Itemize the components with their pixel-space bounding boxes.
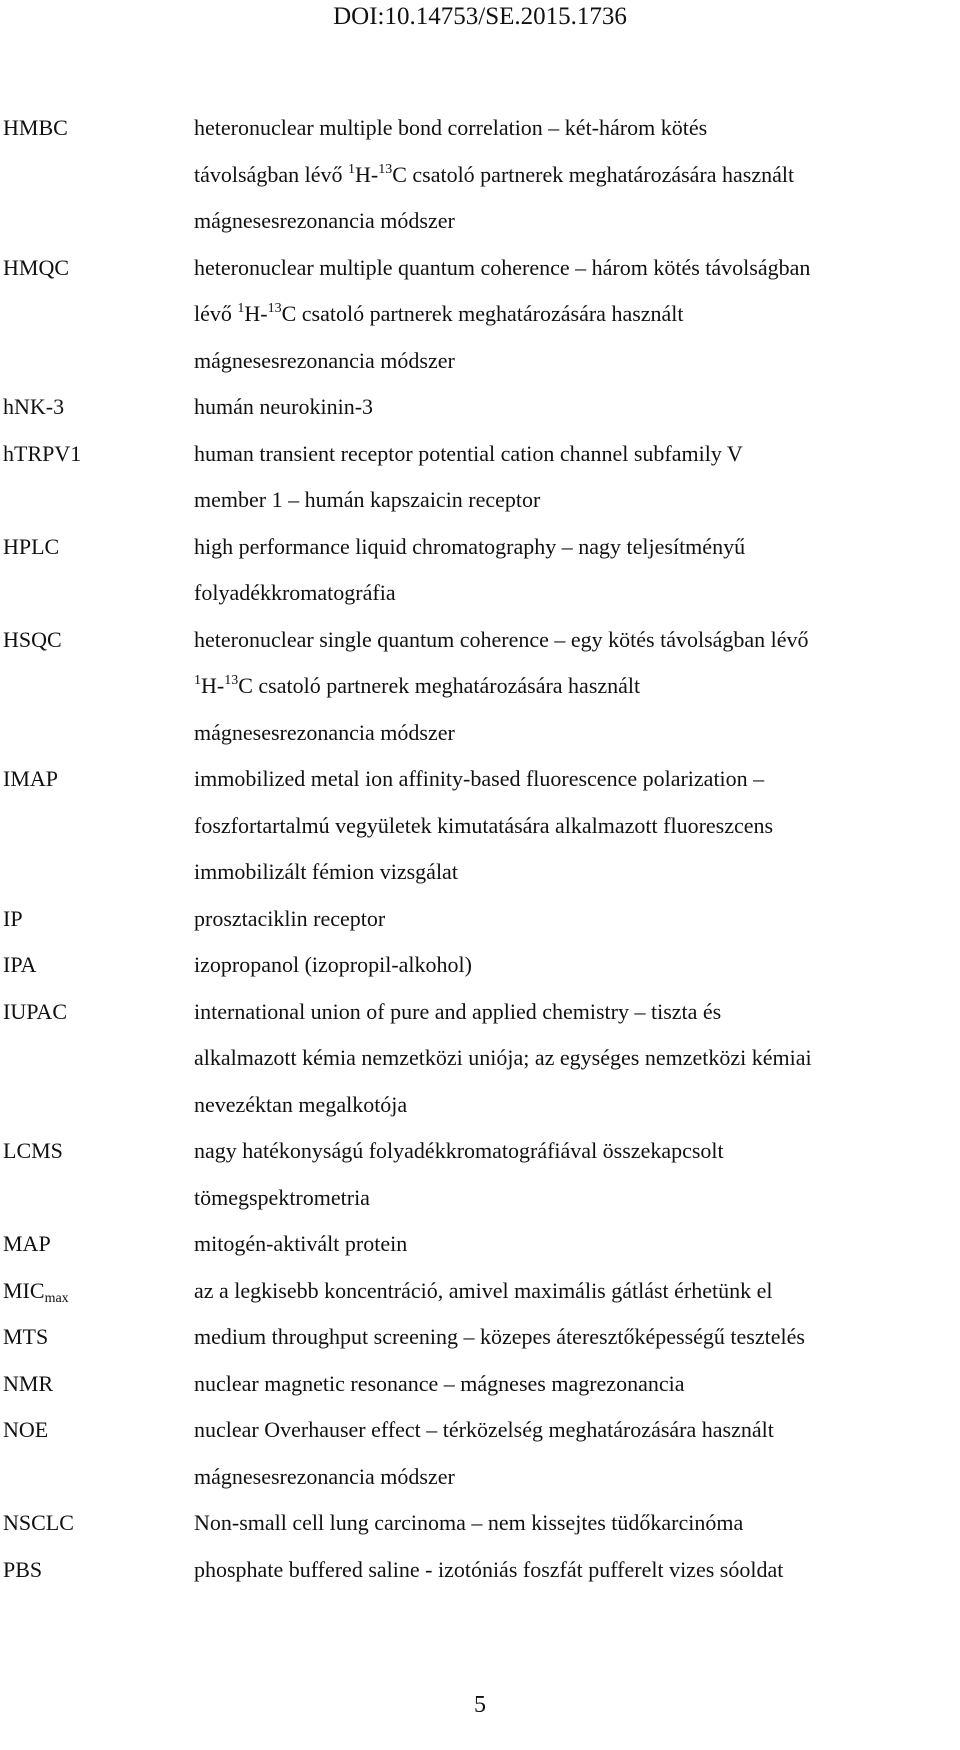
page-number: 5 (474, 1692, 486, 1718)
abbreviation-entry (3, 1128, 953, 1221)
term-subscript: max (44, 1290, 69, 1306)
term-text: HSQC (3, 626, 62, 652)
definition-text: H- (201, 673, 225, 698)
term-text: IMAP (3, 766, 59, 791)
definition-line (194, 896, 953, 943)
term-text: IP (3, 905, 23, 931)
definition-line (194, 338, 953, 385)
definition-line (194, 942, 953, 989)
definition-text: távolságban lévő (194, 161, 348, 187)
abbreviation-definition (194, 989, 953, 1129)
abbreviation-definition (194, 1407, 953, 1500)
definition-text: mágnesesrezonancia módszer (194, 347, 455, 373)
definition-line (194, 198, 953, 245)
definition-line (194, 663, 953, 710)
abbreviation-term (3, 1547, 42, 1594)
definition-line (194, 105, 953, 152)
definition-text: prosztaciklin receptor (194, 905, 386, 931)
abbreviation-entry (3, 431, 953, 524)
term-text: PBS (3, 1556, 43, 1582)
definition-text: lévő (194, 301, 238, 326)
definition-line (194, 1035, 953, 1082)
superscript-text: 13 (378, 161, 393, 177)
definition-text: immobilizált fémion vizsgálat (194, 859, 458, 884)
term-text: NMR (3, 1370, 54, 1396)
superscript-text: 1 (237, 301, 245, 316)
doi-header: DOI:10.14753/SE.2015.1736 (333, 3, 627, 30)
abbreviation-entry (3, 245, 953, 385)
abbreviation-entry (3, 1407, 953, 1500)
abbreviation-entry (3, 942, 953, 989)
term-text: hTRPV1 (3, 440, 82, 466)
definition-line (194, 477, 953, 524)
abbreviation-term (3, 431, 81, 478)
abbreviation-definition (194, 524, 953, 617)
abbreviation-definition (194, 1268, 953, 1315)
abbreviation-entry (3, 756, 953, 896)
definition-text: mágnesesrezonancia módszer (194, 208, 455, 233)
abbreviation-entry (3, 896, 953, 943)
definition-line (194, 431, 953, 478)
abbreviation-entry (3, 1500, 953, 1547)
abbreviation-definition (194, 756, 953, 896)
definition-text: mágnesesrezonancia módszer (194, 719, 455, 745)
definition-text: heteronuclear multiple quantum coherence – három kötés távolságban (194, 254, 811, 280)
abbreviation-term (3, 1407, 48, 1454)
definition-line (194, 1128, 953, 1175)
abbreviation-definition (194, 245, 953, 385)
term-text: hNK-3 (3, 394, 65, 419)
term-text: NOE (3, 1417, 49, 1442)
abbreviation-term (3, 1361, 53, 1408)
definition-line (194, 1082, 953, 1129)
definition-line (194, 245, 953, 292)
term-text: NSCLC (3, 1510, 74, 1535)
superscript-text: 13 (267, 301, 282, 316)
definition-text: alkalmazott kémia nemzetközi uniója; az egységes nemzetközi kémiai (194, 1045, 812, 1070)
definition-line (194, 1361, 953, 1408)
definition-text: H- (354, 161, 379, 187)
abbreviation-definition (194, 105, 953, 245)
definition-line (194, 1547, 953, 1594)
definition-text: nevezéktan megalkotója (194, 1091, 408, 1117)
superscript-text: 13 (224, 673, 239, 688)
definition-line (194, 152, 953, 199)
abbreviation-entry (3, 1547, 953, 1594)
abbreviation-term (3, 942, 36, 989)
definition-line (194, 756, 953, 803)
abbreviation-entry (3, 384, 953, 431)
term-text: MAP (3, 1231, 51, 1256)
definition-line (194, 1221, 953, 1268)
definition-line (194, 524, 953, 571)
definition-text: mágnesesrezonancia módszer (194, 1463, 455, 1489)
definition-text: az a legkisebb koncentráció, amivel maximális gátlást érhetünk el (194, 1277, 773, 1303)
term-text: IUPAC (3, 998, 67, 1024)
term-text: HPLC (3, 533, 60, 559)
definition-text: heteronuclear single quantum coherence – egy kötés távolságban lévő (194, 626, 809, 652)
definition-text: foszfortartalmú vegyületek kimutatására alkalmazott fluoreszcens (194, 812, 774, 838)
abbreviation-definition (194, 1361, 953, 1408)
abbreviation-term (3, 1500, 74, 1547)
definition-text: immobilized metal ion affinity-based fluorescence polarization – (194, 766, 765, 791)
definition-text: human transient receptor potential cation channel subfamily V (194, 440, 743, 466)
term-text: MTS (3, 1324, 49, 1349)
definition-text: medium throughput screening – közepes áteresztőképességű tesztelés (194, 1324, 805, 1349)
definition-line (194, 1454, 953, 1501)
definition-text: member 1 – humán kapszaicin receptor (194, 487, 541, 512)
definition-text: phosphate buffered saline - izotóniás foszfát pufferelt vizes sóoldat (194, 1556, 784, 1582)
definition-line (194, 384, 953, 431)
abbreviation-entry (3, 105, 953, 245)
abbreviation-term (3, 1221, 51, 1268)
abbreviation-list (3, 105, 953, 1593)
abbreviation-definition (194, 384, 953, 431)
term-text: IPA (3, 952, 37, 977)
definition-line (194, 710, 953, 757)
definition-line (194, 617, 953, 664)
abbreviation-definition (194, 1500, 953, 1547)
abbreviation-entry (3, 1361, 953, 1408)
definition-text: Non-small cell lung carcinoma – nem kissejtes tüdőkarcinóma (194, 1510, 744, 1535)
abbreviation-term (3, 105, 68, 152)
term-text: HMBC (3, 115, 68, 140)
abbreviation-entry (3, 617, 953, 757)
abbreviation-term (3, 617, 62, 664)
abbreviation-definition (194, 1314, 953, 1361)
abbreviation-term (3, 756, 58, 803)
definition-text: mitogén-aktivált protein (194, 1231, 408, 1256)
definition-text: nuclear Overhauser effect – térközelség meghatározására használt (194, 1417, 774, 1442)
definition-line (194, 570, 953, 617)
superscript-text: 1 (194, 673, 201, 688)
definition-text: H- (244, 301, 268, 326)
definition-line (194, 803, 953, 850)
definition-line (194, 1500, 953, 1547)
abbreviation-term (3, 245, 69, 292)
definition-line (194, 1175, 953, 1222)
definition-line (194, 849, 953, 896)
abbreviation-definition (194, 942, 953, 989)
abbreviation-entry (3, 1221, 953, 1268)
definition-text: nuclear magnetic resonance – mágneses magrezonancia (194, 1370, 685, 1396)
abbreviation-definition (194, 431, 953, 524)
definition-line (194, 1407, 953, 1454)
abbreviation-entry (3, 1314, 953, 1361)
definition-text: humán neurokinin-3 (194, 394, 374, 419)
abbreviation-entry (3, 524, 953, 617)
abbreviation-term (3, 896, 23, 943)
abbreviation-term (3, 524, 59, 571)
definition-line (194, 1314, 953, 1361)
abbreviation-term (3, 989, 67, 1036)
definition-line (194, 989, 953, 1036)
abbreviation-definition (194, 896, 953, 943)
definition-text: C csatoló partnerek meghatározására használt (392, 161, 795, 187)
definition-text: C csatoló partnerek meghatározására használt (281, 301, 684, 326)
abbreviation-definition (194, 1547, 953, 1594)
abbreviation-term (3, 384, 64, 431)
definition-line (194, 1268, 953, 1315)
abbreviation-definition (194, 617, 953, 757)
definition-text: C csatoló partnerek meghatározására használt (238, 673, 641, 698)
definition-text: izopropanol (izopropil-alkohol) (194, 952, 472, 977)
superscript-text: 1 (347, 161, 355, 177)
term-text: MIC (3, 1277, 45, 1303)
abbreviation-term (3, 1314, 48, 1361)
abbreviation-term (3, 1128, 63, 1175)
definition-text: high performance liquid chromatography – nagy teljesítményű (194, 533, 746, 559)
abbreviation-definition (194, 1221, 953, 1268)
term-text: HMQC (3, 254, 70, 280)
definition-text: folyadékkromatográfia (194, 580, 396, 605)
abbreviation-entry (3, 1268, 953, 1315)
abbreviation-term (3, 1268, 69, 1315)
definition-text: international union of pure and applied chemistry – tiszta és (194, 998, 722, 1024)
definition-line (194, 291, 953, 338)
definition-text: tömegspektrometria (194, 1184, 370, 1210)
abbreviation-definition (194, 1128, 953, 1221)
definition-text: heteronuclear multiple bond correlation – két-három kötés (194, 115, 708, 140)
term-text: LCMS (3, 1138, 63, 1163)
definition-text: nagy hatékonyságú folyadékkromatográfiával összekapcsolt (194, 1138, 724, 1163)
abbreviation-entry (3, 989, 953, 1129)
